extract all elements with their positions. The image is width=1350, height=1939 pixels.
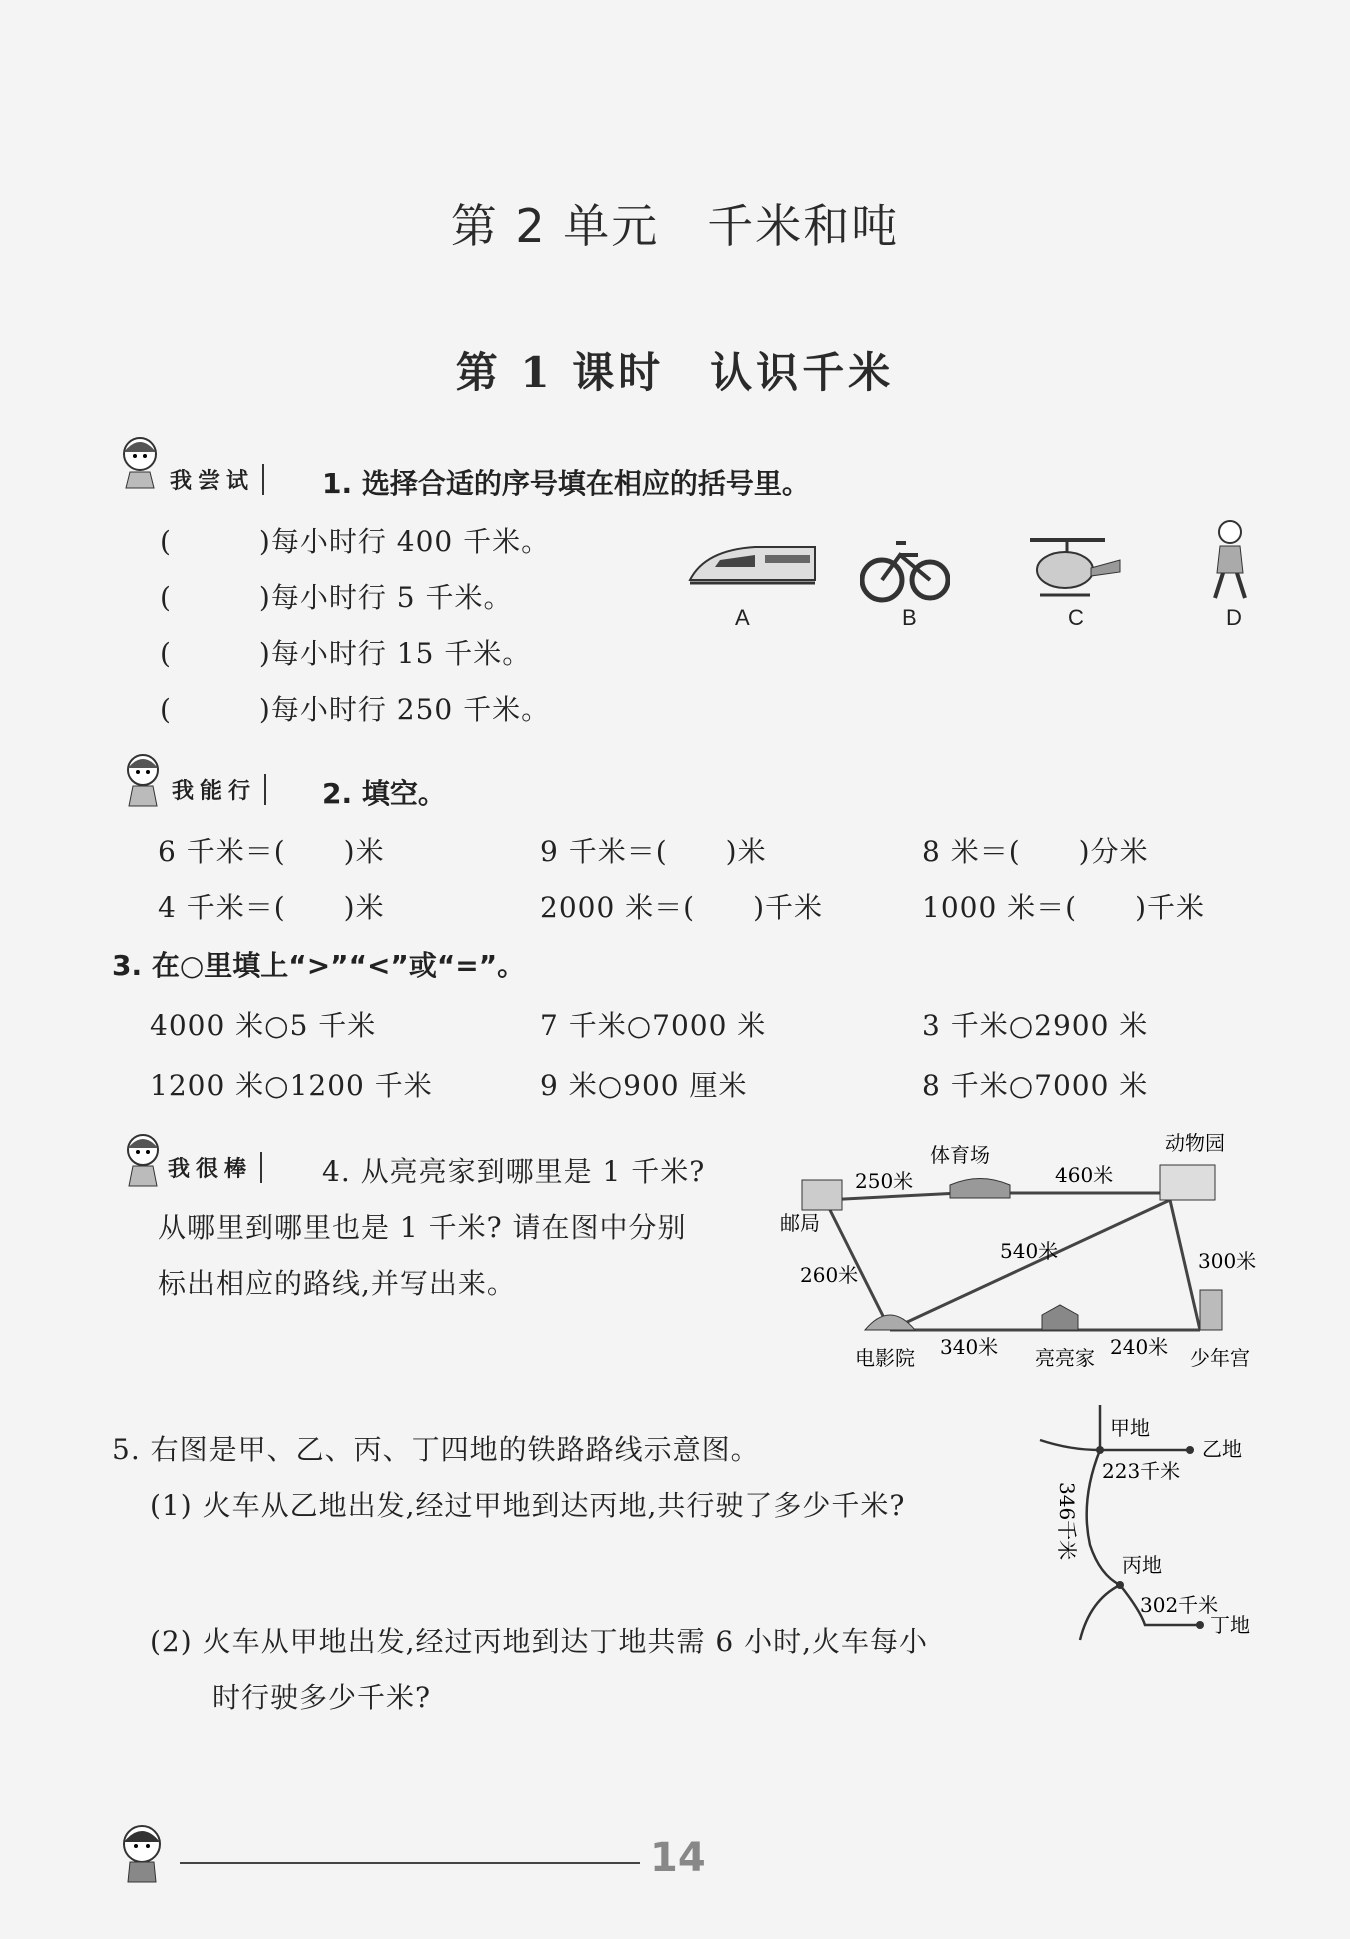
girl-mascot-icon xyxy=(115,748,170,808)
map-distance-post-cinema: 260米 xyxy=(800,1263,859,1287)
q2-item-2: 9 千米＝( )米 xyxy=(540,835,767,868)
q1-line-4: ( )每小时行 250 千米。 xyxy=(160,693,551,726)
q3-item-1: 4000 米○5 千米 xyxy=(150,1009,377,1042)
footer-rule xyxy=(180,1862,640,1864)
q2-item-3: 8 米＝( )分米 xyxy=(922,835,1149,868)
q2-item-5: 2000 米＝( )千米 xyxy=(540,891,824,924)
q3-item-5: 9 米○900 厘米 xyxy=(540,1069,748,1102)
q4-line-2: 从哪里到哪里也是 1 千米? 请在图中分别 xyxy=(158,1211,687,1244)
q3-title: 3. 在○里填上“>”“<”或“=”。 xyxy=(112,949,526,982)
map-label-cinema: 电影院 xyxy=(855,1346,915,1370)
q3-item-4: 1200 米○1200 千米 xyxy=(150,1069,433,1102)
map-distance-zoo-palace: 300米 xyxy=(1198,1249,1257,1273)
map-label-home: 亮亮家 xyxy=(1035,1346,1095,1370)
rail-label-ding: 丁地 xyxy=(1210,1613,1250,1637)
q5-sub-2a: (2) 火车从甲地出发,经过丙地到达丁地共需 6 小时,火车每小 xyxy=(150,1625,928,1658)
q4-line-3: 标出相应的路线,并写出来。 xyxy=(158,1267,516,1300)
walking-child-icon xyxy=(1205,518,1255,603)
rail-label-bing: 丙地 xyxy=(1122,1553,1162,1577)
q2-item-4: 4 千米＝( )米 xyxy=(158,891,385,924)
map-distance-cinema-home: 340米 xyxy=(940,1335,999,1359)
q3-item-6: 8 千米○7000 米 xyxy=(922,1069,1149,1102)
girl-mascot-icon xyxy=(115,1128,170,1188)
girl-mascot-icon xyxy=(110,430,170,490)
post-office-icon xyxy=(802,1180,842,1210)
q5-title: 5. 右图是甲、乙、丙、丁四地的铁路路线示意图。 xyxy=(112,1433,760,1466)
map-distance-stadium-zoo: 460米 xyxy=(1055,1163,1114,1187)
q4-line-1: 4. 从亮亮家到哪里是 1 千米? xyxy=(322,1155,706,1188)
unit-title: 第 2 单元 千米和吨 xyxy=(450,199,900,253)
q1-line-2: ( )每小时行 5 千米。 xyxy=(160,581,513,614)
option-a-label: A xyxy=(735,605,750,630)
q1-title: 1. 选择合适的序号填在相应的括号里。 xyxy=(322,467,810,500)
rail-label-yi: 乙地 xyxy=(1202,1437,1242,1461)
option-b-label: B xyxy=(902,605,917,630)
map-label-stadium: 体育场 xyxy=(930,1143,990,1167)
helicopter-icon xyxy=(1025,530,1125,605)
map-distance-cinema-zoo: 540米 xyxy=(1000,1239,1059,1263)
stadium-icon xyxy=(950,1179,1010,1199)
q2-title: 2. 填空。 xyxy=(322,777,446,810)
zoo-icon xyxy=(1160,1165,1215,1200)
map-distance-home-palace: 240米 xyxy=(1110,1335,1169,1359)
high-speed-train-icon xyxy=(685,535,820,595)
q5-sub-2b: 时行驶多少千米? xyxy=(212,1681,432,1714)
map-label-zoo: 动物园 xyxy=(1165,1131,1225,1155)
rail-distance-yi-jia: 223千米 xyxy=(1102,1459,1181,1483)
youth-palace-icon xyxy=(1200,1290,1222,1330)
q3-item-2: 7 千米○7000 米 xyxy=(540,1009,767,1042)
section-tag-try: 我尝试 xyxy=(170,464,264,495)
map-label-post: 邮局 xyxy=(780,1211,820,1235)
section-tag-great: 我很棒 xyxy=(168,1152,262,1183)
lesson-title: 第 1 课时 认识千米 xyxy=(455,348,895,397)
rail-distance-bing-ding: 302千米 xyxy=(1140,1593,1219,1617)
page-number: 14 xyxy=(650,1835,706,1881)
q2-item-6: 1000 米＝( )千米 xyxy=(922,891,1206,924)
boy-mascot-icon xyxy=(110,1820,175,1890)
q5-sub-1: (1) 火车从乙地出发,经过甲地到达丙地,共行驶了多少千米? xyxy=(150,1489,906,1522)
q1-line-3: ( )每小时行 15 千米。 xyxy=(160,637,532,670)
q3-item-3: 3 千米○2900 米 xyxy=(922,1009,1149,1042)
cinema-icon xyxy=(865,1315,915,1330)
rail-distance-jia-bing: 346千米 xyxy=(1055,1482,1079,1561)
option-c-label: C xyxy=(1068,605,1084,630)
route-map xyxy=(780,1120,1270,1380)
rail-label-jia: 甲地 xyxy=(1110,1416,1150,1440)
option-d-label: D xyxy=(1226,605,1242,630)
q1-line-1: ( )每小时行 400 千米。 xyxy=(160,525,551,558)
section-tag-can: 我能行 xyxy=(172,774,266,805)
bicycle-icon xyxy=(860,535,950,605)
map-distance-post-stadium: 250米 xyxy=(855,1169,914,1193)
map-label-palace: 少年宫 xyxy=(1190,1346,1250,1370)
q2-item-1: 6 千米＝( )米 xyxy=(158,835,385,868)
house-icon xyxy=(1042,1305,1078,1330)
railway-diagram xyxy=(1030,1400,1300,1660)
